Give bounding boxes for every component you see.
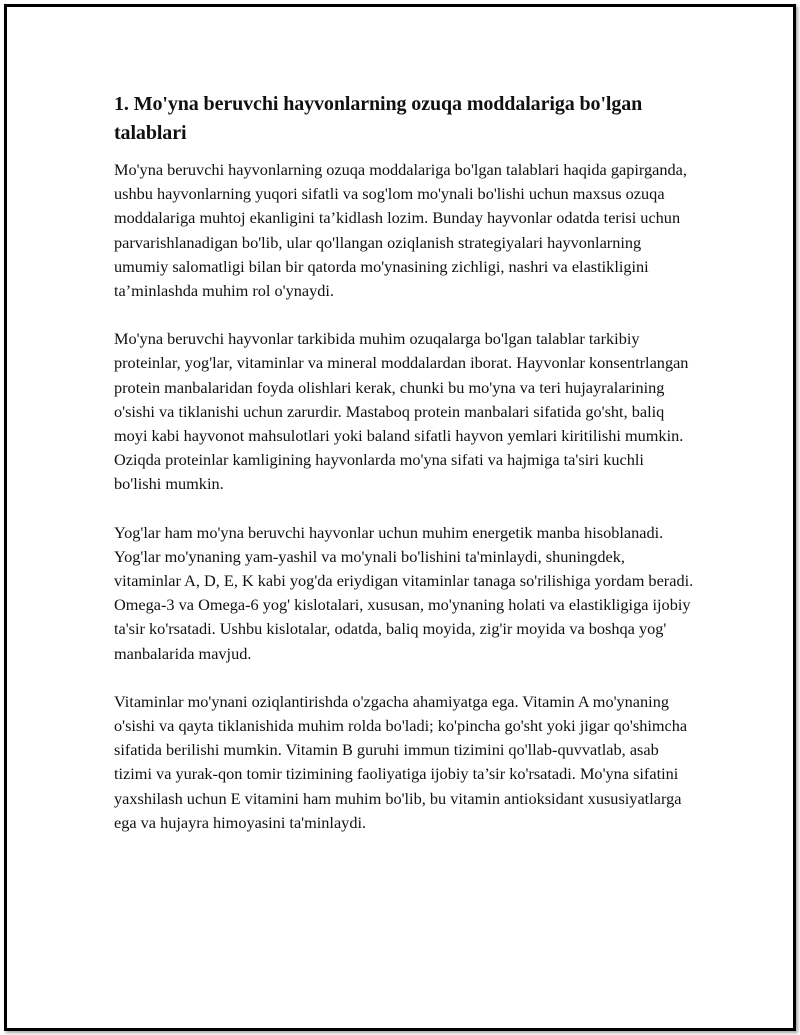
paragraph-vitamins: Vitaminlar mo'ynani oziqlantirishda o'zgacha ahamiyatga ega. Vitamin A mo'ynaning o'sishi va qayta tiklanishida muhim rolda bo'ladi; ko'pincha go'sht yoki jigar qo'shimcha sifatida berilishi mumkin. Vitamin B guruhi immun tizimini qo'llab-quvvatlab, asab tizimi va yurak-qon tomir tizimining faoliyatiga ijobiy ta’sir ko'rsatadi. Mo'yna sifatini yaxshilash uchun E vitamini ham muhim bo'lib, bu vitamin antioksidant xususiyatlarga ega va hujayra himoyasini ta'minlaydi. <box>114 691 688 832</box>
paragraph-fats: Yog'lar ham mo'yna beruvchi hayvonlar uchun muhim energetik manba hisoblanadi. Yog'lar mo'ynaning yam-yashil va mo'ynali bo'lishini ta'minlaydi, shuningdek, vitaminlar A, D, E, K kabi yog'da eriydigan vitaminlar tanaga so'rilishiga yordam beradi. Omega-3 va Omega-6 yog' kislotalari, xususan, mo'ynaning holati va elastikligiga ijobiy ta'sir ko'rsatadi. Ushbu kislotalar, odatda, baliq moyida, zig'ir moyida va boshqa yog' manbalarida mavjud. <box>114 522 694 663</box>
paragraph-proteins: Mo'yna beruvchi hayvonlar tarkibida muhim ozuqalarga bo'lgan talablar tarkibiy proteinlar, yog'lar, vitaminlar va mineral moddalardan iborat. Hayvonlar konsentrlangan protein manbalaridan foyda olishlari kerak, chunki bu mo'yna va teri hujayralarining o'sishi va tiklanishi uchun zarurdir. Mastaboq protein manbalari sifatida go'sht, baliq moyi kabi hayvonot mahsulotlari yoki baland sifatli hayvon yemlari kiritilishi mumkin. Oziqda proteinlar kamligining hayvonlarda mo'yna sifati va hajmiga ta'siri kuchli bo'lishi mumkin. <box>114 329 689 494</box>
section-heading: 1. Mo'yna beruvchi hayvonlarning ozuqa moddalariga bo'lgan talablari <box>114 93 643 144</box>
paragraph-intro: Mo'yna beruvchi hayvonlarning ozuqa moddalariga bo'lgan talablari haqida gapirganda, ushbu hayvonlarning yuqori sifatli va sog'lom mo'ynali bo'lishi uchun maxsus ozuqa moddalariga muhtoj ekanligini ta’kidlash lozim. Bunday hayvonlar odatda terisi uchun parvarishlanadigan bo'lib, ular qo'llangan oziqlanish strategiyalari hayvonlarning umumiy salomatligi bilan bir qatorda mo'ynasining zichligi, nashri va elastikligini ta’minlashda muhim rol o'ynaydi. <box>114 160 687 301</box>
document-body <box>114 90 694 859</box>
